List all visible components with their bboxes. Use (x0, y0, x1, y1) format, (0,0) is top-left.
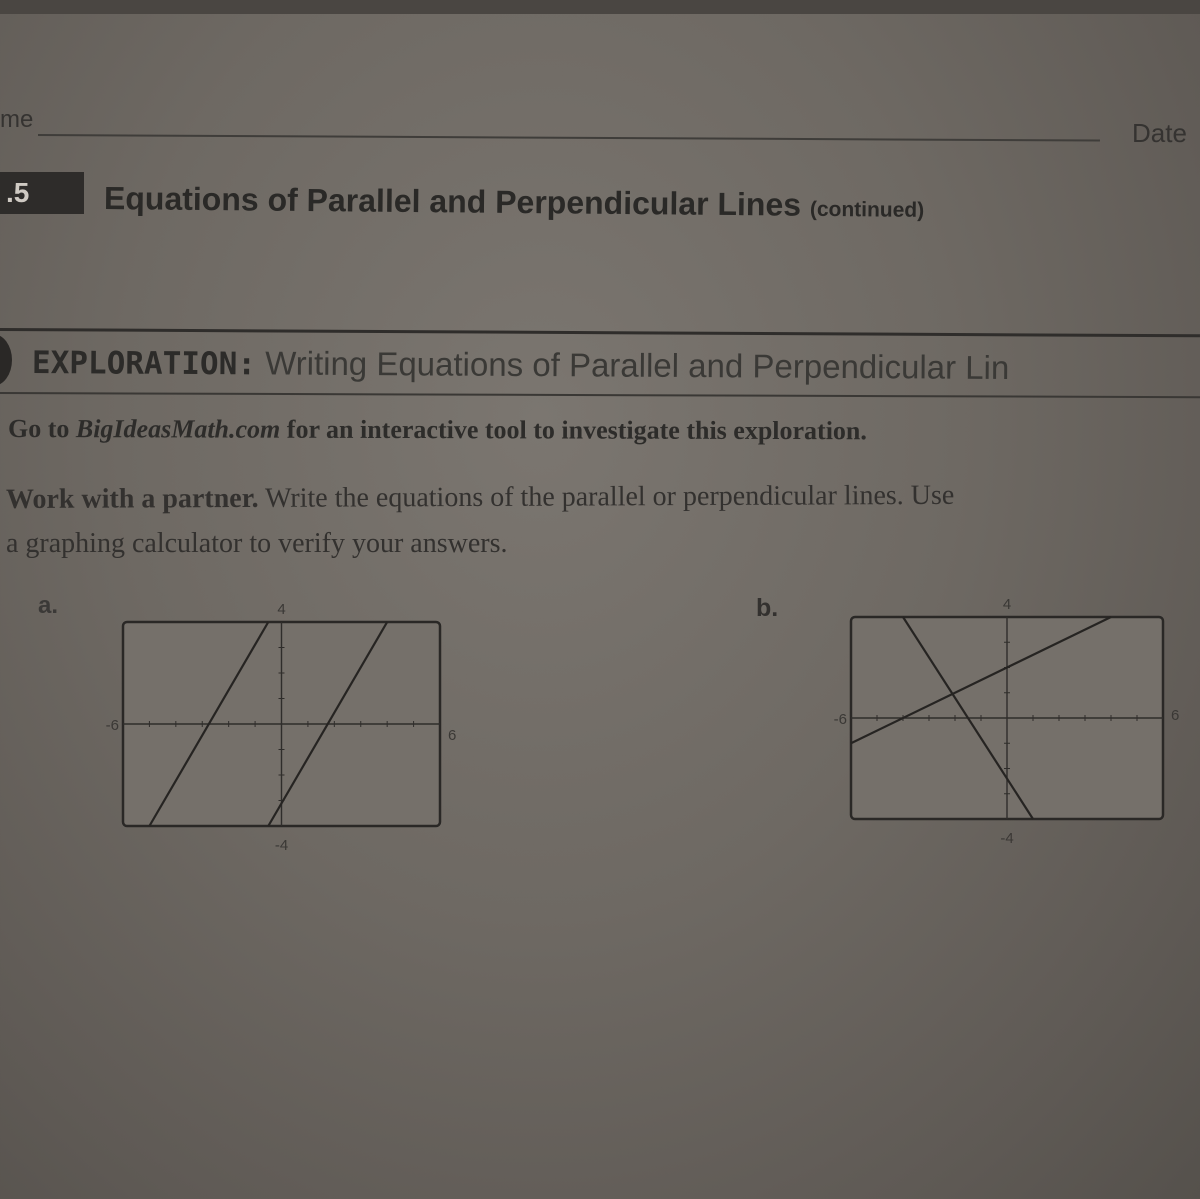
graph-a-label: a. (38, 592, 59, 619)
work-line-2: a graphing calculator to verify your answers. (6, 528, 508, 559)
section-title-text: Equations of Parallel and Perpendicular Lines (103, 180, 802, 223)
work-text-1: Write the equations of the parallel or perpendicular lines. Use (264, 479, 955, 514)
goto-rest: for an interactive tool to investigate this exploration. (286, 414, 867, 446)
name-label: me (0, 106, 34, 133)
section-title-suffix: (continued) (809, 197, 925, 222)
goto-prefix: Go to (7, 414, 70, 444)
graph-a-tick-label-top: 4 (277, 601, 286, 618)
exploration-keyword: EXPLORATION: (31, 345, 257, 383)
graph-a-tick-label-bottom: -4 (274, 837, 289, 854)
graph-b-label: b. (756, 594, 779, 622)
exploration-title: Writing Equations of Parallel and Perpendicular Lin (265, 344, 1010, 386)
goto-site: BigIdeasMath.com (75, 414, 281, 444)
graph-a-tick-label-right: 6 (448, 727, 457, 744)
graph-b-tick-label-top: 4 (1002, 596, 1012, 613)
work-lead: Work with a partner. (5, 482, 259, 515)
graph-b-tick-label-bottom: -4 (1000, 830, 1014, 847)
graph-b-tick-label-left: -6 (833, 711, 847, 728)
graph-a-tick-label-left: -6 (105, 717, 119, 734)
graph-b-tick-label-right: 6 (1171, 707, 1180, 724)
date-label: Date (1132, 118, 1187, 148)
section-number-badge: .5 (0, 172, 84, 214)
